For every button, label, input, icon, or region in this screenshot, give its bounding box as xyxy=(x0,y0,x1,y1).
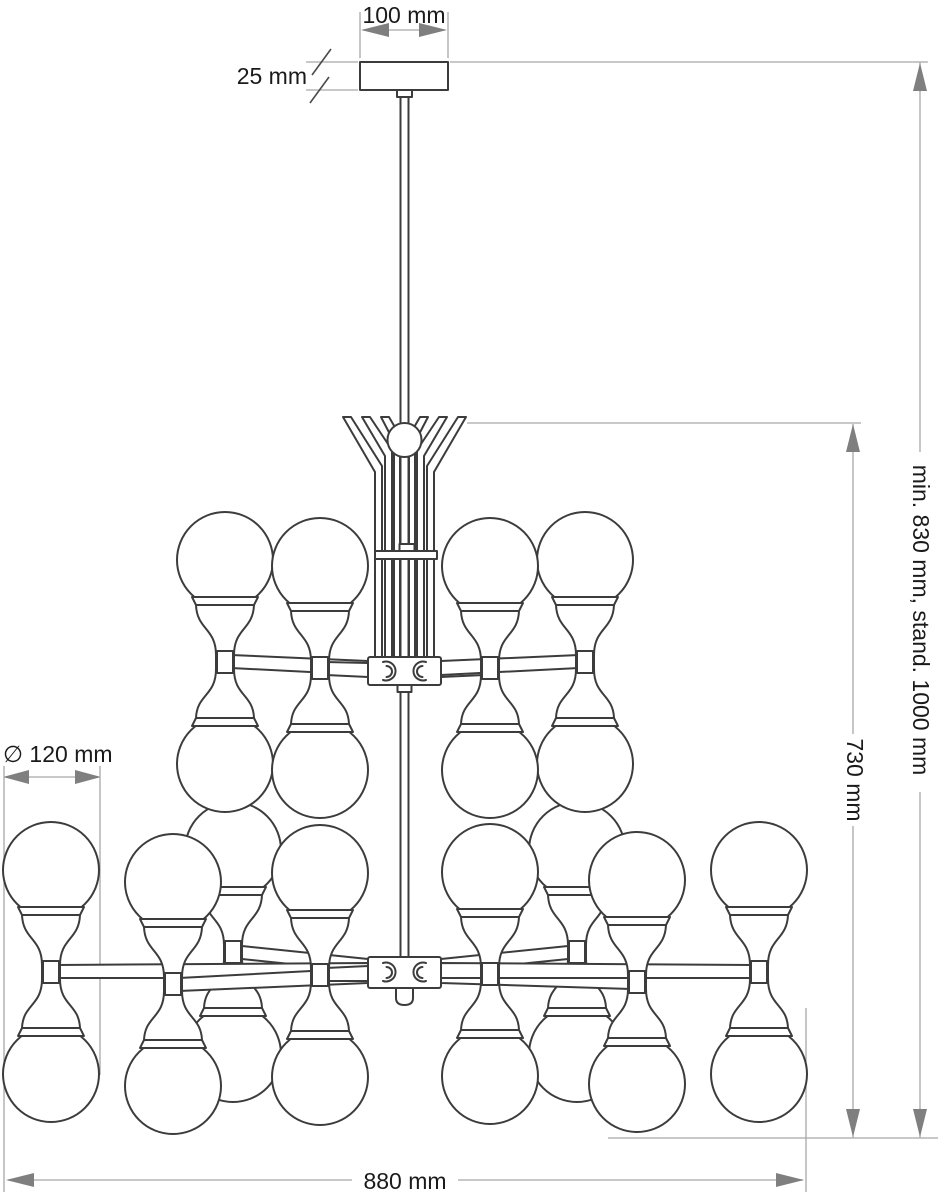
chandelier xyxy=(3,62,807,1134)
label-canopy-width: 100 mm xyxy=(362,2,446,28)
ceiling-canopy xyxy=(360,62,448,97)
label-body-height: 730 mm xyxy=(842,738,868,822)
arrow-up-icon xyxy=(846,424,860,452)
label-overall-height: min. 830 mm, stand. 1000 mm xyxy=(908,464,934,776)
crown-collar xyxy=(375,551,437,559)
canopy-neck xyxy=(397,90,412,97)
arrow-up-icon xyxy=(913,63,927,91)
arm xyxy=(441,655,579,675)
arm xyxy=(326,966,368,981)
arrow-down-icon xyxy=(846,1109,860,1137)
arm xyxy=(326,662,368,677)
crown-ball xyxy=(388,423,422,457)
arrow-right-icon xyxy=(776,1173,804,1187)
arrow-down-icon xyxy=(913,1109,927,1137)
label-globe-diameter: ∅ 120 mm xyxy=(3,741,113,767)
hub-neck xyxy=(398,685,412,692)
arrow-right-icon xyxy=(75,770,101,784)
lower-hub xyxy=(368,957,441,1005)
arrow-left-icon xyxy=(3,770,29,784)
upper-hub xyxy=(368,657,441,692)
label-canopy-height: 25 mm xyxy=(236,63,307,89)
suspension-rod xyxy=(401,97,409,957)
crown-spider xyxy=(343,417,466,657)
label-fixture-width: 880 mm xyxy=(363,1168,447,1194)
arrow-left-icon xyxy=(6,1173,34,1187)
finial xyxy=(396,988,413,1005)
